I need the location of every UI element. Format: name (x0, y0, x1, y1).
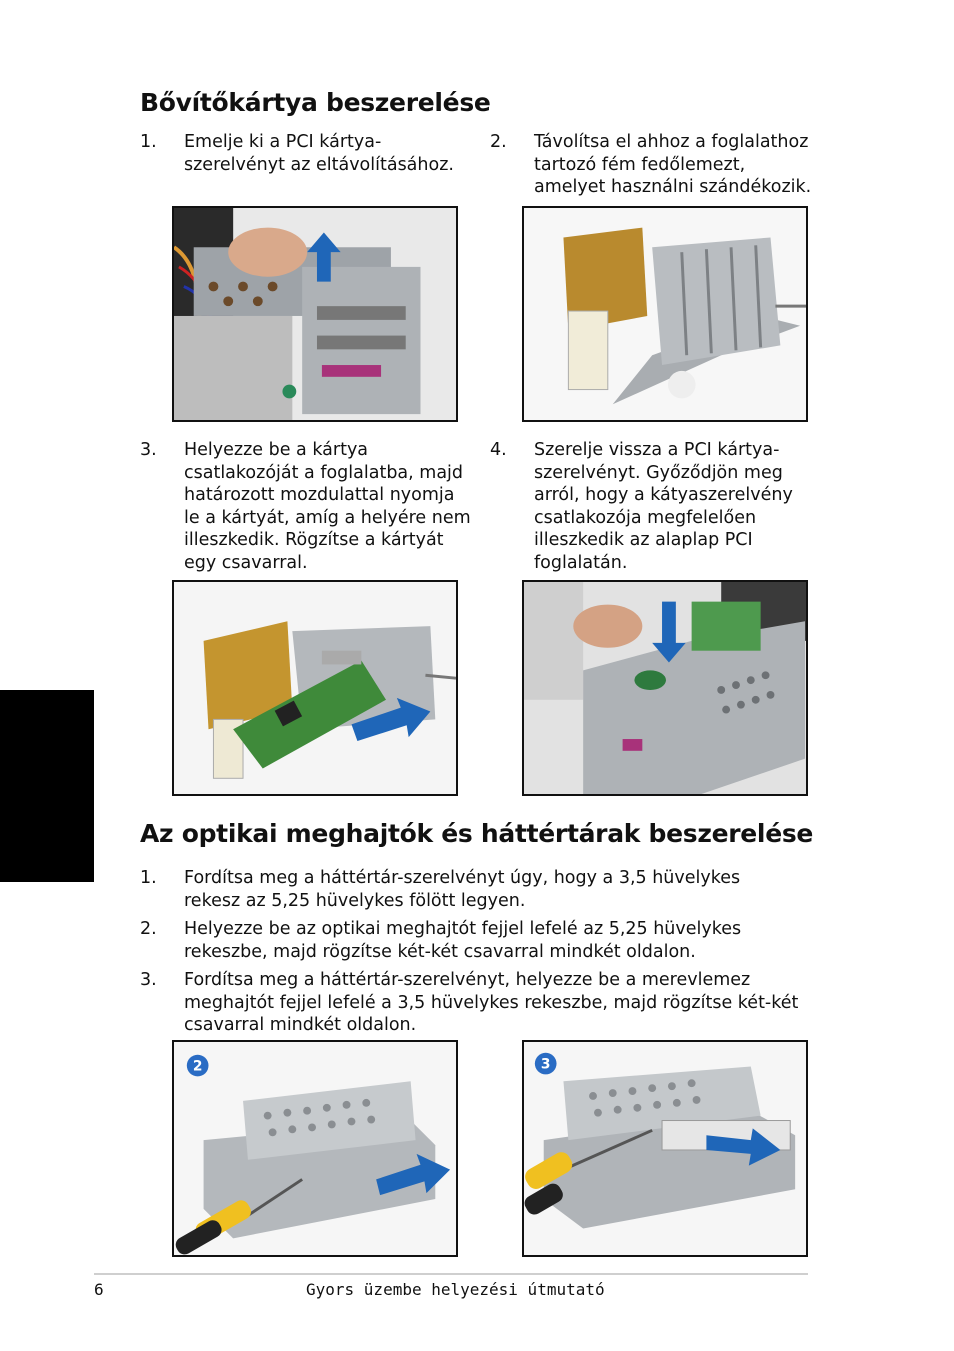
photo-lift-pci-assembly (172, 206, 458, 422)
footer-divider (94, 1273, 808, 1275)
photo-optical-drive-bay (172, 1040, 458, 1257)
step-text: Emelje ki a PCI kártya- szerelvényt az eltávolításához. (184, 132, 454, 175)
step-2-card (490, 131, 820, 201)
step-text: Távolítsa el ahhoz a foglalathoz tartozó fém fedőlemezt, amelyet használni szándékozik. (534, 132, 812, 197)
step-text: Helyezze be az optikai meghajtót fejjel lefelé az 5,25 hüvelykes rekeszbe, majd rögzítse két-két csavarral mindkét oldalon. (184, 919, 742, 962)
step-text: Fordítsa meg a háttértár-szerelvényt úgy, hogy a 3,5 hüvelykes rekesz az 5,25 hüvelykes fölött legyen. (184, 868, 741, 911)
step-text: Szerelje vissza a PCI kártya- szerelvényt. Győződjön meg arról, hogy a kátyaszerelvény csatlakozója megfelelően illeszkedik az alaplap PCI foglalatán. (534, 440, 793, 573)
step-number: 4. (490, 440, 507, 460)
step-number: 2. (490, 132, 507, 152)
section-title-expansion-card: Bővítőkártya beszerelése (140, 88, 491, 117)
step-number: 3. (140, 440, 157, 460)
step-4-card (490, 439, 830, 579)
step-number: 2. (140, 919, 157, 939)
photo-insert-card (172, 580, 458, 796)
photo-remove-metal-cover (522, 206, 808, 422)
photo-reinstall-assembly (522, 580, 808, 796)
step-number: 1. (140, 132, 157, 152)
step-badge-2: 2 (192, 1058, 203, 1075)
page-number: 6 (94, 1280, 104, 1299)
step-3-card (140, 439, 480, 579)
photo-hard-drive-bay (522, 1040, 808, 1257)
step-text: Fordítsa meg a háttértár-szerelvényt, helyezze be a merevlemez meghajtót fejjel lefelé a 3,5 hüvelykes rekeszbe, majd rögzítse két-két csavarral mindkét oldalon. (184, 970, 799, 1035)
step-1-card (140, 131, 470, 201)
footer-title: Gyors üzembe helyezési útmutató (306, 1280, 605, 1299)
step-badge-3: 3 (540, 1056, 551, 1073)
step-text: Helyezze be a kártya csatlakozóját a foglalatba, majd határozott mozdulattal nyomja le a kártyát, amíg a helyére nem illeszkedik. Rögzítse a kártyát egy csavarral. (184, 440, 471, 573)
drive-step-2 (140, 918, 840, 964)
side-tab-marker (0, 690, 94, 882)
drive-step-3 (140, 969, 840, 1037)
drive-step-1 (140, 867, 840, 913)
step-number: 3. (140, 970, 157, 990)
section-title-optical-drives: Az optikai meghajtók és háttértárak beszerelése (140, 819, 814, 848)
step-number: 1. (140, 868, 157, 888)
